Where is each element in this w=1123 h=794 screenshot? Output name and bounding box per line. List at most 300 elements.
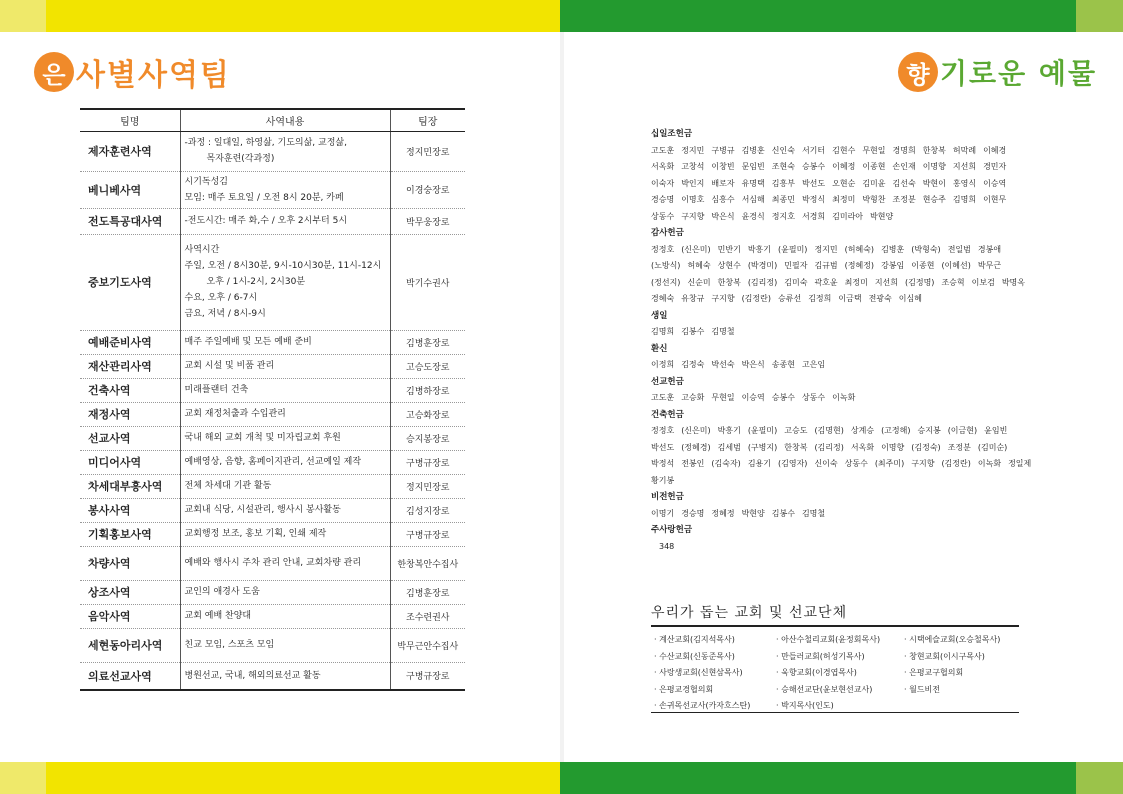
member-name: (노방식) [651, 261, 681, 270]
member-name: 윤경식 [741, 211, 765, 221]
content-line: 사역시간 [184, 245, 220, 255]
member-name: 승봉수 [771, 393, 795, 402]
member-name: 김미라아 [832, 211, 864, 221]
table-row [80, 522, 465, 546]
team-leader: 박기수권사 [390, 234, 465, 330]
table-row [80, 604, 465, 628]
team-leader: 고승도장로 [390, 354, 465, 378]
table-row [80, 546, 465, 580]
member-name: 김미윤 [862, 178, 886, 188]
member-name: 김명희 [952, 195, 977, 204]
member-name: 상동수 [844, 459, 868, 468]
team-leader: 구병규장로 [390, 522, 465, 546]
content-line: 매주 주일예배 및 모든 예배 준비 [184, 337, 312, 347]
offering-names [651, 324, 1041, 341]
table-row [80, 498, 465, 522]
member-name: (박형숙) [911, 244, 941, 254]
member-name: 김미숙 [784, 277, 808, 287]
member-name: 김봉수 [771, 508, 795, 518]
member-name: 민필자 [784, 261, 808, 270]
ministry-content [180, 131, 390, 171]
ministry-content [180, 426, 390, 450]
member-name: 이명기 [651, 508, 675, 518]
divider [651, 625, 1019, 627]
member-name: (김영자) [778, 459, 808, 468]
member-name: (신은미) [681, 244, 711, 254]
member-name: 이금택 [838, 294, 862, 303]
support-item: · 박지목사(인도) [776, 701, 834, 710]
member-name: 이숙자 [651, 178, 675, 188]
member-name: 박정식 [801, 195, 826, 204]
member-name: 박정석 [651, 459, 675, 468]
table-row [80, 234, 465, 330]
ministry-content [180, 171, 390, 208]
member-name: (김숙자) [711, 459, 741, 468]
left-page-title [34, 50, 231, 94]
ministry-content [180, 208, 390, 234]
member-name: 정지민 [681, 145, 705, 155]
team-name: 전도특공대사역 [80, 208, 180, 234]
member-name: 서심해 [741, 195, 765, 204]
member-name: 서기터 [801, 145, 826, 155]
member-name: 김봉수 [681, 327, 705, 336]
member-name: 김규범 [814, 261, 838, 270]
member-name: 조현숙 [771, 162, 795, 171]
content-line: 교회 시설 및 비품 관리 [184, 361, 275, 371]
member-name: 심흥수 [711, 195, 735, 204]
member-name: 경승명 [681, 508, 705, 518]
member-name: 황기봉 [651, 475, 675, 485]
bottom-color-bar [0, 762, 1123, 794]
member-name: 서옥화 [850, 442, 875, 452]
team-leader: 박무근안수집사 [390, 628, 465, 662]
title-badge: 은 [34, 52, 74, 92]
ministry-content [180, 330, 390, 354]
member-name: (김정란) [741, 294, 771, 303]
member-name: 이승역 [741, 393, 765, 402]
member-name: 박무근 [977, 261, 1002, 270]
member-name: 전봉인 [681, 459, 705, 468]
member-name: (윤필미) [778, 244, 808, 254]
team-leader: 김병훈장로 [390, 330, 465, 354]
offering-heading: 주사랑헌금 [651, 525, 693, 535]
offering-heading: 비전헌금 [651, 492, 684, 502]
table-row [80, 131, 465, 171]
offering-heading: 환신 [651, 343, 668, 354]
member-name: (정혜경) [681, 442, 711, 452]
member-name: 상계승 [850, 426, 875, 435]
header-team: 팀명 [80, 109, 180, 131]
content-line: 병원선교, 국내, 해외의료선교 활동 [184, 670, 321, 681]
member-name: 이심혜 [898, 294, 922, 303]
member-name: 이창빈 [711, 162, 735, 171]
offering-names [651, 357, 1041, 374]
offering-names [651, 506, 1041, 523]
member-name: 상현수 [717, 261, 741, 270]
member-name: 최종민 [771, 195, 795, 204]
member-name: (김리정) [814, 442, 844, 452]
ministry-content [180, 604, 390, 628]
member-name: 김명철 [711, 327, 735, 336]
member-name: 한창복 [784, 442, 808, 452]
member-name: 김명희 [651, 327, 675, 336]
member-name: 구지향 [681, 211, 705, 221]
offering-count: 348 [659, 541, 675, 551]
member-name: 한창복 [717, 277, 741, 287]
header-content: 사역내용 [180, 109, 390, 131]
content-line: -전도시간: 매주 화,수 / 오후 2시부터 5시 [184, 216, 348, 226]
member-name: (박경미) [747, 261, 778, 270]
content-line: 교회행정 보조, 홍보 기획, 인쇄 제작 [184, 529, 327, 539]
team-name: 상조사역 [80, 580, 180, 604]
table-row [80, 450, 465, 474]
member-name: 정정호 [651, 244, 675, 254]
team-leader: 고승화장로 [390, 402, 465, 426]
content-line: 금요, 저녁 / 8시-9시 [184, 309, 266, 319]
member-name: 신인숙 [771, 145, 795, 155]
ministry-content [180, 498, 390, 522]
team-name: 봉사사역 [80, 498, 180, 522]
member-name: (정선지) [651, 277, 681, 287]
member-name: 경민자 [983, 162, 1007, 171]
member-name: 손인재 [892, 162, 916, 171]
content-line: 모임: 매주 토요일 / 오전 8시 20분, 카페 [184, 192, 344, 203]
member-name: 정지호 [771, 211, 795, 221]
member-name: 조승혁 [941, 277, 965, 287]
content-line: 교회 예배 찬양대 [184, 611, 252, 621]
ministry-content [180, 474, 390, 498]
member-name: (신은미) [681, 426, 711, 435]
top-color-bar [0, 0, 1123, 32]
support-item: · 계산교회(김지석목사) [654, 635, 735, 644]
right-page-title [898, 50, 1097, 94]
team-leader: 박무웅장로 [390, 208, 465, 234]
member-name: 정정호 [651, 426, 675, 435]
member-name: 이녹화 [977, 459, 1002, 468]
member-name: 고승도 [784, 426, 808, 435]
member-name: (구병지) [747, 442, 778, 452]
member-name: 유명택 [741, 178, 765, 188]
member-name: 경봉애 [977, 244, 1002, 254]
offering-heading: 생일 [651, 310, 668, 321]
member-name: (최주미) [874, 459, 905, 468]
member-name: 문임빈 [741, 162, 765, 171]
divider [651, 712, 1019, 713]
member-name: 박현양 [870, 211, 894, 221]
member-name: 김정숙 [681, 360, 705, 369]
support-item: · 시택에슬교회(오승철목사) [904, 635, 1001, 644]
member-name: 김흥부 [771, 178, 795, 188]
team-leader: 김병하장로 [390, 378, 465, 402]
member-name: 승봉수 [801, 162, 826, 171]
header-leader: 팀장 [390, 109, 465, 131]
ministry-content [180, 354, 390, 378]
member-name: 윤임빈 [984, 426, 1008, 435]
member-name: (김정숙) [911, 442, 941, 452]
content-line: 전체 차세대 기관 활동 [184, 481, 272, 491]
member-name: 상동수 [801, 393, 826, 402]
support-item: · 만들러교회(허성기목사) [776, 651, 865, 661]
content-line: 예배영상, 음향, 홈페이지관리, 선교예일 제작 [184, 457, 362, 467]
member-name: 경혜숙 [651, 294, 675, 303]
offering-names [651, 390, 1041, 407]
member-name: 박선도 [651, 442, 675, 452]
member-name: 현승주 [922, 195, 946, 204]
support-title: 우리가 돕는 교회 및 선교단체 [651, 605, 848, 621]
member-name: 박형찬 [862, 195, 886, 204]
member-name: 승지봉 [917, 426, 941, 435]
member-name: (김미순) [977, 442, 1008, 452]
member-name: 최정미 [832, 195, 856, 204]
member-name: 이명호 [681, 195, 705, 204]
offering-heading: 십일조헌금 [651, 129, 693, 139]
offering-heading: 선교헌금 [651, 376, 684, 387]
support-item: · 수산교회(신동준목사) [654, 651, 735, 661]
table-row [80, 171, 465, 208]
team-leader: 승지봉장로 [390, 426, 465, 450]
team-leader: 구병규장로 [390, 450, 465, 474]
member-name: 정혜정 [711, 508, 735, 518]
team-leader: 김성지장로 [390, 498, 465, 522]
member-name: 오현순 [832, 178, 856, 188]
member-name: 허막례 [952, 145, 977, 155]
member-name: 경명희 [892, 145, 916, 155]
member-name: 김병훈 [741, 145, 765, 155]
ministry-table [80, 108, 465, 691]
member-name: 상동수 [651, 211, 675, 221]
member-name: 박현양 [741, 508, 765, 518]
content-line: 교회 재정처출과 수입관리 [184, 409, 286, 419]
member-name: 이혜정 [832, 162, 856, 171]
member-name: 허혜숙 [687, 261, 711, 270]
team-name: 세현동아리사역 [80, 628, 180, 662]
member-name: 승류선 [778, 294, 802, 303]
team-name: 제자훈련사역 [80, 131, 180, 171]
member-name: 신순미 [687, 277, 711, 287]
member-name: 구병규 [711, 145, 735, 155]
offering-names [651, 242, 1041, 308]
member-name: (김정란) [941, 459, 971, 468]
content-line: 목자훈련(각과정) [206, 154, 275, 164]
table-row [80, 474, 465, 498]
ministry-content [180, 662, 390, 690]
table-row [80, 208, 465, 234]
member-name: 김세범 [717, 442, 741, 452]
member-name: (김정명) [905, 277, 935, 287]
table-row [80, 378, 465, 402]
team-name: 선교사역 [80, 426, 180, 450]
team-leader: 한창복안수집사 [390, 546, 465, 580]
member-name: 송종현 [771, 360, 795, 369]
team-name: 미디어사역 [80, 450, 180, 474]
member-name: (김리정) [747, 277, 778, 287]
team-leader: 정지민장로 [390, 474, 465, 498]
member-name: 구지향 [711, 294, 735, 303]
member-name: 곽호윤 [814, 277, 838, 287]
member-name: (윤필미) [747, 426, 778, 435]
table-row [80, 330, 465, 354]
member-name: 김현수 [832, 145, 856, 155]
content-line: 주일, 오전 / 8시30분, 9시-10시30분, 11시-12시 [184, 261, 382, 271]
member-name: 이명향 [922, 162, 946, 171]
offering-heading: 건축헌금 [651, 409, 684, 420]
ministry-content [180, 234, 390, 330]
team-leader: 이경숭장로 [390, 171, 465, 208]
support-item: · 손귀목선교사(카자흐스탄) [654, 701, 751, 710]
ministry-content [180, 546, 390, 580]
team-name: 기획홍보사역 [80, 522, 180, 546]
offering-member-list [651, 126, 1041, 555]
support-item: · 은평교경협의회 [654, 684, 714, 694]
offering-names [651, 423, 1041, 489]
member-name: 이정희 [651, 360, 675, 369]
support-item: · 아산수철리교회(윤정회목사) [776, 635, 881, 644]
member-name: 서경희 [801, 211, 826, 221]
member-name: 고도훈 [651, 393, 675, 402]
member-name: 정지민 [814, 244, 838, 254]
member-name: 박흥기 [747, 244, 771, 254]
member-name: 이종현 [911, 261, 935, 270]
member-name: 배로자 [711, 178, 735, 188]
team-name: 음악사역 [80, 604, 180, 628]
team-name: 재산관리사역 [80, 354, 180, 378]
table-row [80, 662, 465, 690]
member-name: (정혜정) [844, 261, 875, 270]
member-name: 유창규 [681, 294, 705, 303]
table-row [80, 580, 465, 604]
member-name: 김선숙 [892, 178, 916, 188]
member-name: 이혜경 [983, 145, 1007, 155]
member-name: 이현무 [983, 195, 1007, 204]
ministry-content [180, 450, 390, 474]
team-name: 재정사역 [80, 402, 180, 426]
member-name: 김명철 [801, 508, 826, 518]
member-name: 고도훈 [651, 145, 675, 155]
member-name: 조정분 [892, 195, 916, 204]
support-item: · 은평교구협의회 [904, 668, 964, 677]
team-leader: 김병훈장로 [390, 580, 465, 604]
ministry-content [180, 628, 390, 662]
member-name: 박흥기 [717, 426, 741, 435]
offering-names [651, 143, 1041, 226]
member-name: 신이숙 [814, 459, 838, 468]
member-name: 지선희 [874, 277, 898, 287]
team-name: 의료선교사역 [80, 662, 180, 690]
content-line: -과정 : 일대일, 하영삶, 기도의삶, 교정삶, [184, 138, 347, 148]
content-line: 국내 해외 교회 개척 및 미자립교회 후원 [184, 433, 341, 443]
member-name: (고정해) [881, 426, 911, 435]
member-name: 김용기 [747, 459, 771, 468]
team-leader: 조수련권사 [390, 604, 465, 628]
member-name: 박은식 [741, 360, 765, 369]
offering-heading: 감사헌금 [651, 228, 684, 238]
member-name: 이명향 [881, 442, 905, 452]
content-line: 친교 모임, 스포츠 모임 [184, 640, 275, 650]
member-name: 박명옥 [1001, 277, 1025, 287]
team-name: 건축사역 [80, 378, 180, 402]
member-name: 전일범 [947, 244, 971, 254]
content-line: 시기독성김 [184, 176, 228, 187]
team-leader: 구병규장로 [390, 662, 465, 690]
member-name: 박선숙 [711, 360, 735, 369]
member-name: 정일제 [1008, 459, 1032, 468]
content-line: 수요, 오후 / 6-7시 [184, 293, 258, 303]
support-list [654, 632, 1024, 715]
member-name: (김명현) [814, 426, 844, 435]
title-text: 사별사역팀 [76, 58, 231, 93]
member-name: 홍영식 [952, 178, 977, 188]
support-item: · 사랑생교회(신현삼목사) [654, 668, 743, 677]
member-name: (이혜선) [941, 261, 971, 270]
title-text: 기로운 예물 [940, 57, 1097, 90]
content-line: 교회내 식당, 시설관리, 행사시 봉사활동 [184, 505, 341, 515]
member-name: (이금현) [947, 426, 978, 435]
member-name: 전광숙 [868, 294, 892, 303]
member-name: 지선희 [952, 162, 977, 171]
ministry-content [180, 522, 390, 546]
ministry-content [180, 378, 390, 402]
content-line: 교인의 애경사 도움 [184, 587, 260, 597]
member-name: 한창복 [922, 145, 946, 155]
member-name: 이승역 [983, 178, 1007, 188]
support-item: · 월드비전 [904, 684, 940, 694]
member-name: 강봉임 [881, 261, 905, 270]
team-name: 차량사역 [80, 546, 180, 580]
table-row [80, 426, 465, 450]
member-name: 박인지 [681, 178, 705, 188]
page-spine [560, 32, 564, 762]
offering-names [651, 539, 1041, 556]
member-name: 경승명 [651, 195, 675, 204]
ministry-content [180, 402, 390, 426]
member-name: 김병훈 [881, 244, 905, 254]
member-name: 박선도 [801, 178, 826, 188]
team-name: 중보기도사역 [80, 234, 180, 330]
support-item: · 창현교회(이시구목사) [904, 651, 985, 661]
member-name: 무현일 [862, 145, 886, 155]
team-name: 예배준비사역 [80, 330, 180, 354]
member-name: 박현이 [922, 178, 946, 188]
team-name: 차세대부흥사역 [80, 474, 180, 498]
support-item: · 욱향교회(이경엽목사) [776, 668, 857, 677]
member-name: 민반기 [717, 244, 741, 254]
member-name: 무현일 [711, 393, 735, 402]
member-name: 이종현 [862, 162, 886, 171]
member-name: 고창석 [681, 162, 705, 171]
title-badge: 향 [898, 52, 938, 92]
member-name: 김정희 [808, 294, 832, 303]
support-item: · 승해선교단(윤보현선교사) [776, 684, 873, 694]
content-line: 미래플랜터 건축 [184, 385, 249, 395]
member-name: 이보검 [971, 277, 995, 287]
member-name: 고은임 [801, 360, 826, 369]
member-name: 최정미 [844, 277, 868, 287]
member-name: (허혜숙) [844, 244, 875, 254]
table-row [80, 628, 465, 662]
content-line: 예배와 행사시 주차 관리 안내, 교회차량 관리 [184, 558, 362, 568]
member-name: 구지향 [911, 459, 935, 468]
member-name: 서옥화 [651, 162, 675, 171]
member-name: 이녹화 [832, 393, 856, 402]
content-line: 오후 / 1시-2시, 2시30분 [206, 277, 306, 287]
team-leader: 정지민장로 [390, 131, 465, 171]
table-row [80, 354, 465, 378]
member-name: 조정분 [947, 442, 971, 452]
team-name: 베니베사역 [80, 171, 180, 208]
member-name: 박은식 [711, 211, 735, 221]
member-name: 고승화 [681, 393, 705, 402]
table-row [80, 402, 465, 426]
